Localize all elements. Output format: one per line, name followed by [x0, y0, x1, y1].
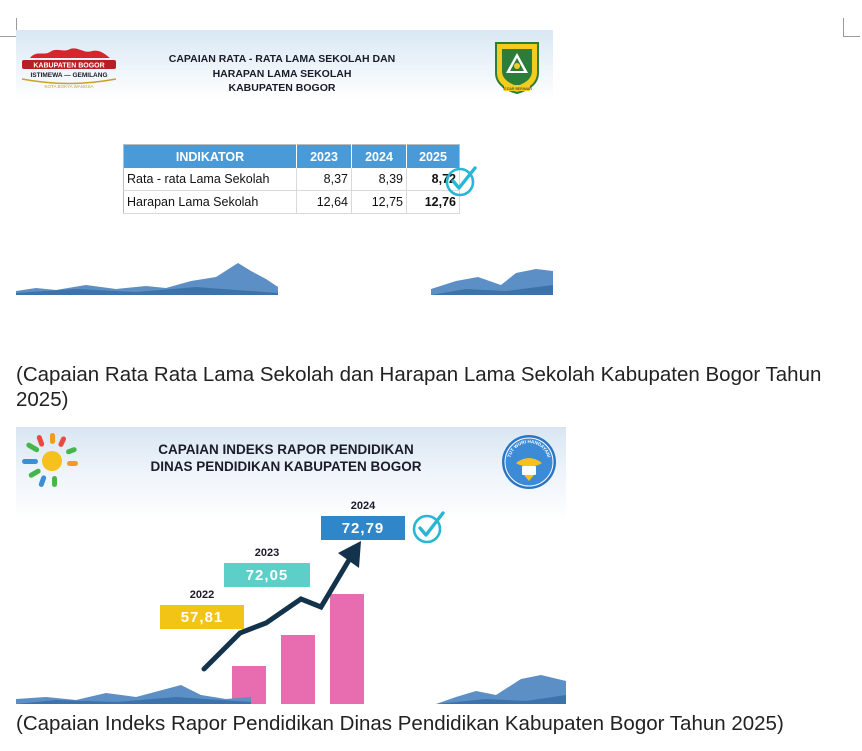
row-label: Harapan Lama Sekolah: [124, 191, 297, 214]
row-label: Rata - rata Lama Sekolah: [124, 168, 297, 191]
figure2-title-line: CAPAIAN INDEKS RAPOR PENDIDIKAN: [158, 442, 414, 457]
logo-label: TUT WURI HANDAYANI: [506, 438, 552, 459]
figure1-title-line: CAPAIAN RATA - RATA LAMA SEKOLAH DAN: [168, 53, 396, 65]
logo-text-line: ISTIMEWA — GEMILANG: [30, 72, 108, 79]
page-corner-mark-right: [843, 18, 860, 37]
cell-2025: 8,72: [407, 168, 460, 191]
category-label: 2022: [189, 589, 215, 601]
caption-figure1: (Capaian Rata Rata Lama Sekolah dan Harapan Lama Sekolah Kabupaten Bogor Tahun 2025): [16, 363, 822, 411]
logo-text-line: KOTA BOKYA WANGSA: [44, 84, 94, 89]
cell-2023: 8,37: [297, 168, 352, 191]
figure2-title-line: DINAS PENDIDIKAN KABUPATEN BOGOR: [150, 459, 422, 474]
header-2025: 2025: [407, 145, 460, 169]
check-circle-icon: [444, 164, 478, 198]
cell-2023: 12,64: [297, 191, 352, 214]
rapor-bar-chart: [16, 427, 566, 704]
logo-text-line: KABUPATEN BOGOR: [33, 62, 105, 70]
page-corner-mark-left: [0, 18, 17, 37]
kabupaten-bogor-logo: [18, 44, 120, 90]
figure-indeks-rapor: [16, 427, 566, 704]
cell-2025: 12,76: [407, 191, 460, 214]
caption-figure2: (Capaian Indeks Rapor Pendidikan Dinas Pendidikan Kabupaten Bogor Tahun 2025): [16, 712, 784, 735]
data-label: 72,79: [341, 520, 385, 537]
table-row: [124, 168, 460, 191]
data-label: 57,81: [180, 609, 224, 626]
header-2024: 2024: [352, 145, 407, 169]
indicator-table: [123, 144, 460, 214]
cell-2024: 12,75: [352, 191, 407, 214]
mountain-silhouette: [16, 255, 553, 295]
figure1-title: [136, 52, 428, 96]
data-label: 72,05: [245, 567, 289, 584]
figure1-title-line: HARAPAN LAMA SEKOLAH: [212, 67, 352, 80]
category-label: 2024: [350, 500, 376, 512]
figure1-title-line: KABUPATEN BOGOR: [228, 82, 336, 94]
header-indikator: INDIKATOR: [124, 145, 297, 169]
category-label: 2023: [254, 547, 280, 559]
mountain-silhouette: [16, 667, 566, 704]
figure-lama-sekolah: [16, 30, 553, 295]
table-header-row: [124, 145, 460, 169]
header-2023: 2023: [297, 145, 352, 169]
bogor-crest-icon: [492, 39, 542, 95]
crest-label: TEGAR BERIMAN: [502, 87, 532, 91]
cell-2024: 8,39: [352, 168, 407, 191]
table-row: [124, 191, 460, 214]
